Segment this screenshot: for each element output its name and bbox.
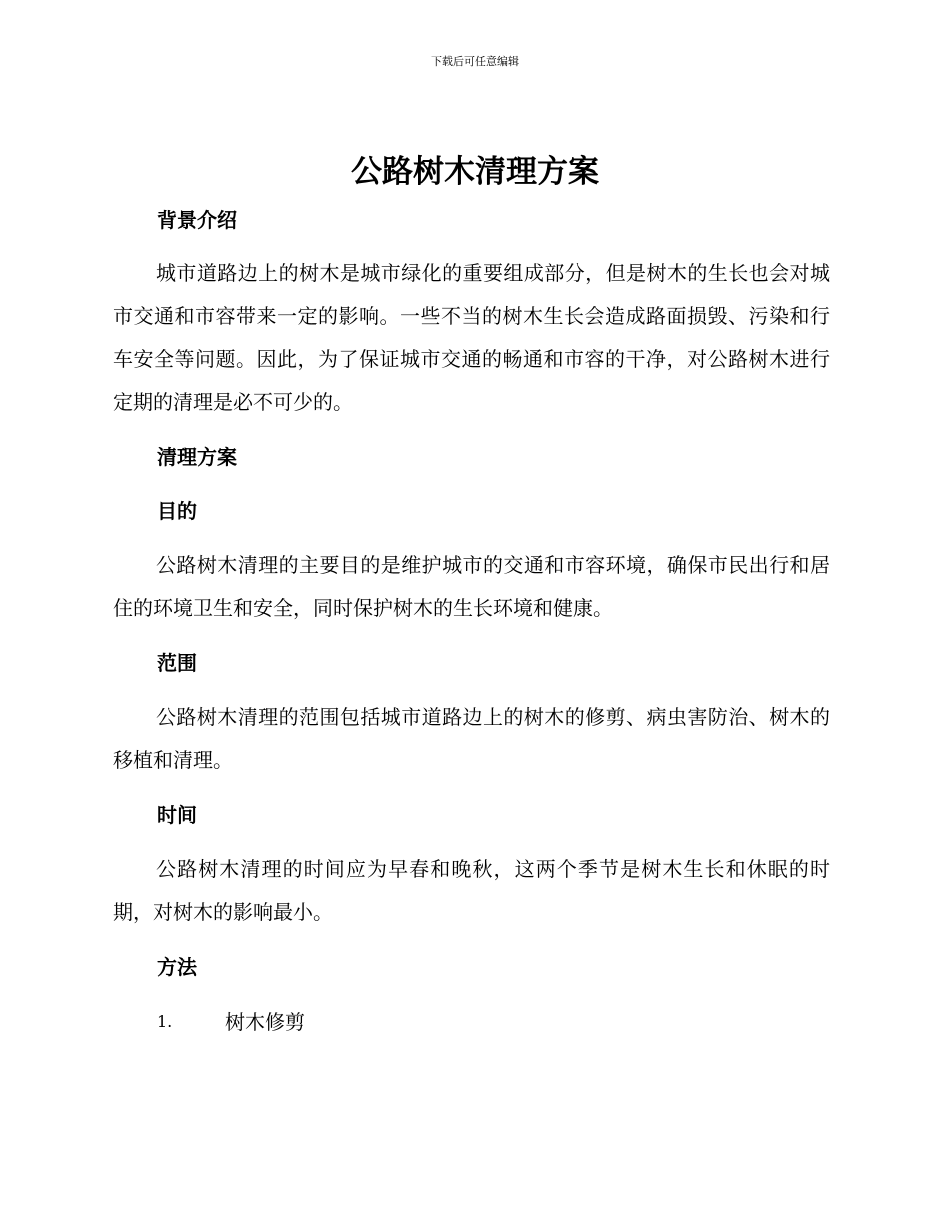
section-heading-purpose: 目的	[157, 499, 197, 523]
section-heading-time: 时间	[157, 803, 197, 827]
section-body-purpose: 公路树木清理的主要目的是维护城市的交通和市容环境，确保市民出行和居住的环境卫生和安全，同时保护树木的生长环境和健康。	[113, 553, 830, 620]
section-heading-background: 背景介绍	[157, 208, 237, 232]
list-item-number: 1.	[157, 1012, 173, 1031]
section-heading-method: 方法	[157, 955, 197, 979]
section-heading-cleanup-plan: 清理方案	[157, 445, 237, 469]
section-body-scope: 公路树木清理的范围包括城市道路边上的树木的修剪、病虫害防治、树木的移植和清理。	[113, 705, 830, 772]
header-note: 下载后可任意编辑	[431, 55, 519, 68]
section-body-time: 公路树木清理的时间应为早春和晚秋，这两个季节是树木生长和休眠的时期，对树木的影响最小。	[113, 857, 830, 924]
page-title: 公路树木清理方案	[351, 154, 599, 190]
list-item-text: 树木修剪	[225, 1010, 305, 1034]
section-body-background: 城市道路边上的树木是城市绿化的重要组成部分，但是树木的生长也会对城市交通和市容带来一定的影响。一些不当的树木生长会造成路面损毁、污染和行车安全等问题。因此，为了保证城市交通的畅通和市容的干净，对公路树木进行定期的清理是必不可少的。	[113, 261, 830, 414]
section-heading-scope: 范围	[157, 651, 197, 675]
